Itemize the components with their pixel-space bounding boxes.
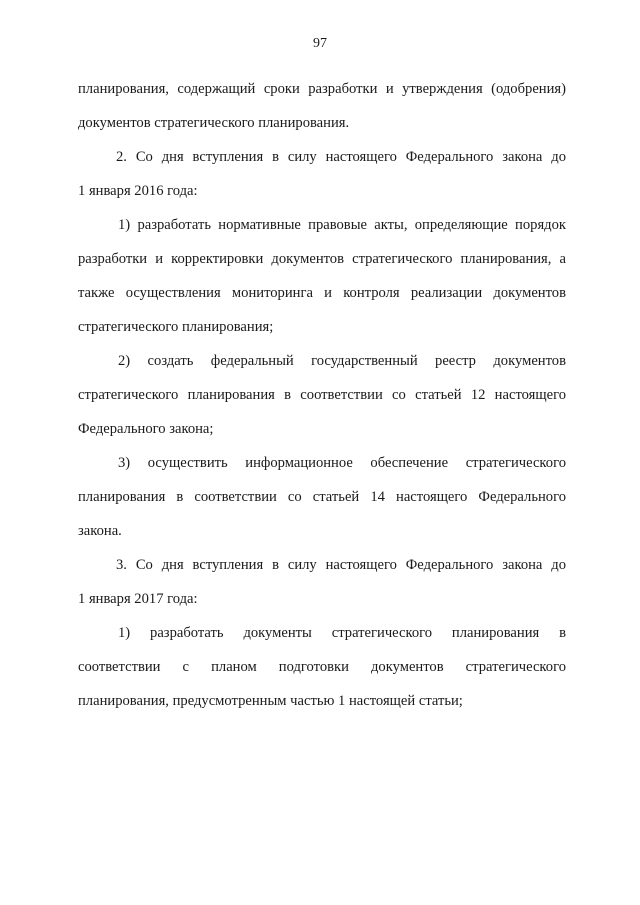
text-line: 1) разработать документы стратегического планирования в: [118, 625, 566, 641]
text-line: планирования, содержащий сроки разработки и утверждения (одобрения): [78, 81, 566, 97]
paragraph-subitem-3: [78, 446, 566, 548]
document-body: [78, 72, 566, 718]
text-line: также осуществления мониторинга и контроля реализации документов: [78, 285, 566, 301]
paragraph-subitem-2: [78, 344, 566, 446]
text-line: 2) создать федеральный государственный реестр документов: [118, 353, 566, 369]
text-line: 1 января 2016 года:: [78, 183, 198, 199]
text-line: стратегического планирования в соответствии со статьей 12 настоящего: [78, 387, 566, 403]
text-line: 2. Со дня вступления в силу настоящего Федерального закона до: [116, 149, 566, 165]
text-line: 1) разработать нормативные правовые акты, определяющие порядок: [118, 217, 566, 233]
text-line: планирования в соответствии со статьей 14 настоящего Федерального: [78, 489, 566, 505]
text-line: документов стратегического планирования.: [78, 115, 350, 131]
text-line: 3) осуществить информационное обеспечение стратегического: [118, 455, 566, 471]
page-number: 97: [313, 36, 327, 51]
text-line: соответствии с планом подготовки документов стратегического: [78, 659, 566, 675]
text-line: разработки и корректировки документов стратегического планирования, а: [78, 251, 566, 267]
paragraph-subitem-1-of-3: [78, 616, 566, 718]
text-line: планирования, предусмотренным частью 1 настоящей статьи;: [78, 693, 463, 709]
text-line: закона.: [78, 523, 122, 539]
paragraph-item-3: [78, 548, 566, 616]
paragraph-subitem-1: [78, 208, 566, 344]
paragraph-continuation: [78, 72, 566, 140]
text-line: 1 января 2017 года:: [78, 591, 198, 607]
text-line: 3. Со дня вступления в силу настоящего Федерального закона до: [116, 557, 566, 573]
text-line: Федерального закона;: [78, 421, 214, 437]
paragraph-item-2: [78, 140, 566, 208]
text-line: стратегического планирования;: [78, 319, 274, 335]
